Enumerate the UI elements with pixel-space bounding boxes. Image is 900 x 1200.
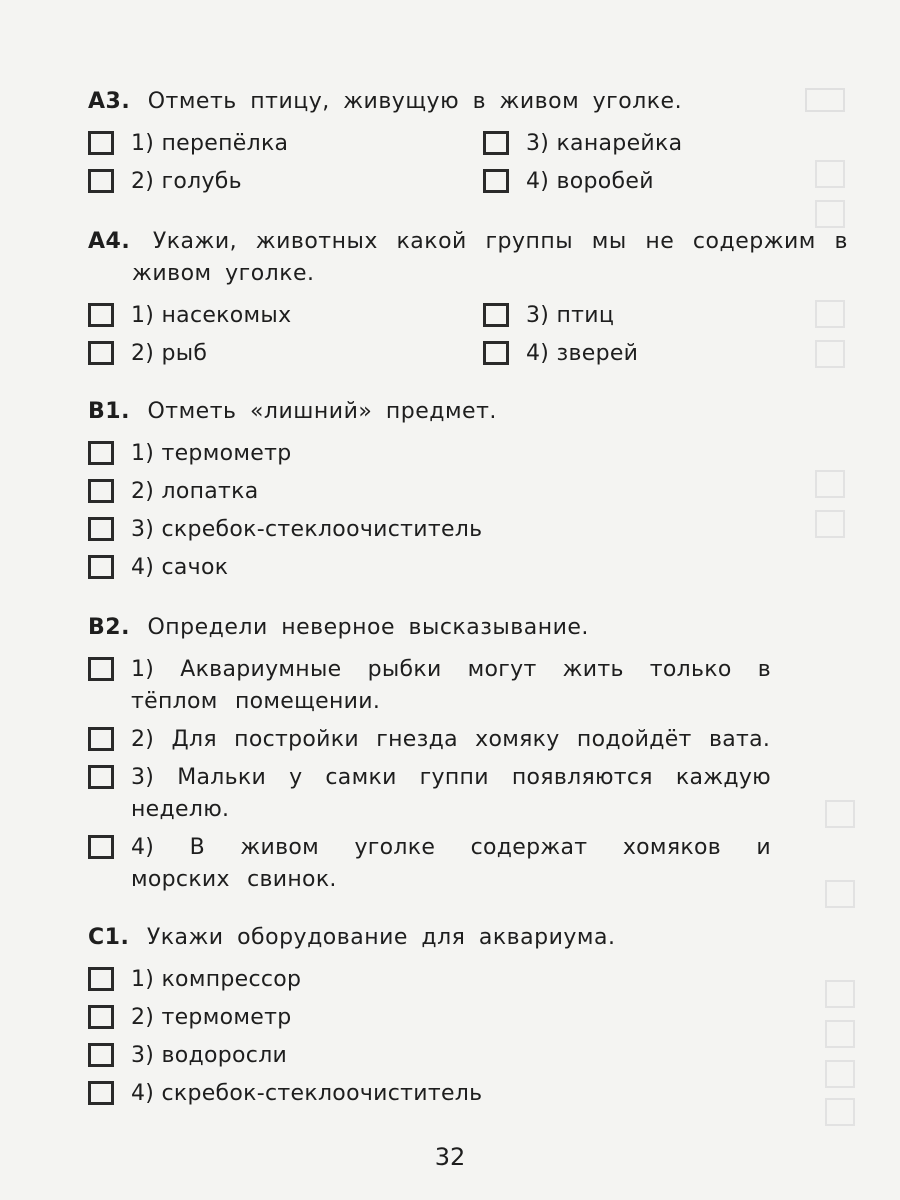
option-label: 3) Мальки у самки гуппи появляются каждую неделю. [131,765,771,822]
checkbox[interactable] [88,169,114,193]
option[interactable] [88,128,483,166]
option-label: 2) лопатка [131,479,259,504]
option[interactable] [88,300,483,338]
option[interactable] [88,438,848,476]
question-number: А3. [88,89,131,114]
question-title [88,226,848,290]
question-a4 [88,226,848,376]
question-number: А4. [88,229,131,254]
options-list [88,128,848,204]
checkbox[interactable] [483,303,509,327]
checkbox[interactable] [88,657,114,681]
question-a3 [88,86,848,204]
option[interactable] [483,166,843,204]
option-label: 4) скребок-стеклоочиститель [131,1081,483,1106]
option[interactable] [88,514,848,552]
option[interactable] [88,762,848,826]
option-label: 3) водоросли [131,1043,288,1068]
question-number: В1. [88,399,130,424]
question-title [88,612,848,644]
checkbox[interactable] [88,517,114,541]
option-label: 2) рыб [131,341,208,366]
checkbox[interactable] [88,967,114,991]
checkbox[interactable] [88,441,114,465]
option-label: 4) В живом уголке содержат хомяков и морских свинок. [131,835,771,892]
option-label: 1) Аквариумные рыбки могут жить только в тёплом помещении. [131,657,771,714]
checkbox[interactable] [88,479,114,503]
question-number: В2. [88,615,130,640]
option-label: 3) канарейка [526,131,683,156]
checkbox[interactable] [88,341,114,365]
checkbox[interactable] [88,1043,114,1067]
option[interactable] [88,654,848,718]
options-list [88,438,848,590]
question-title [88,86,848,118]
option-label: 2) термометр [131,1005,292,1030]
options-list [88,654,848,896]
option-label: 1) термометр [131,441,292,466]
option[interactable] [88,166,483,204]
option[interactable] [483,128,843,166]
option[interactable] [88,1002,848,1040]
option-label: 1) компрессор [131,967,302,992]
option[interactable] [88,724,848,756]
question-text: Укажи, животных какой группы мы не содержим в живом уголке. [132,229,848,286]
checkbox[interactable] [88,555,114,579]
option[interactable] [88,964,848,1002]
option[interactable] [88,832,848,896]
checkbox[interactable] [88,727,114,751]
checkbox[interactable] [483,131,509,155]
option-label: 4) сачок [131,555,229,580]
options-list [88,964,848,1116]
question-b2 [88,612,848,902]
checkbox[interactable] [88,765,114,789]
option-label: 1) перепёлка [131,131,289,156]
option-label: 3) скребок-стеклоочиститель [131,517,483,542]
question-number: С1. [88,925,130,950]
question-title [88,396,848,428]
options-list [88,300,848,376]
checkbox[interactable] [88,131,114,155]
question-c1 [88,922,848,1116]
checkbox[interactable] [88,303,114,327]
option[interactable] [88,338,483,376]
option[interactable] [483,300,843,338]
option-label: 2) голубь [131,169,242,194]
question-text: Укажи оборудование для аквариума. [146,925,616,950]
checkbox[interactable] [88,1005,114,1029]
option-label: 2) Для постройки гнезда хомяку подойдёт вата. [131,727,771,752]
checkbox[interactable] [483,341,509,365]
question-b1 [88,396,848,590]
option[interactable] [88,1078,848,1116]
option[interactable] [88,552,848,590]
checkbox[interactable] [88,835,114,859]
option[interactable] [88,476,848,514]
option-label: 3) птиц [526,303,615,328]
question-title [88,922,848,954]
question-text: Отметь птицу, живущую в живом уголке. [147,89,683,114]
question-text: Определи неверное высказывание. [147,615,589,640]
question-text: Отметь «лишний» предмет. [147,399,497,424]
option[interactable] [483,338,843,376]
checkbox[interactable] [88,1081,114,1105]
option-label: 4) зверей [526,341,639,366]
page-number: 32 [434,1143,466,1171]
option-label: 4) воробей [526,169,654,194]
checkbox[interactable] [483,169,509,193]
option-label: 1) насекомых [131,303,292,328]
option[interactable] [88,1040,848,1078]
